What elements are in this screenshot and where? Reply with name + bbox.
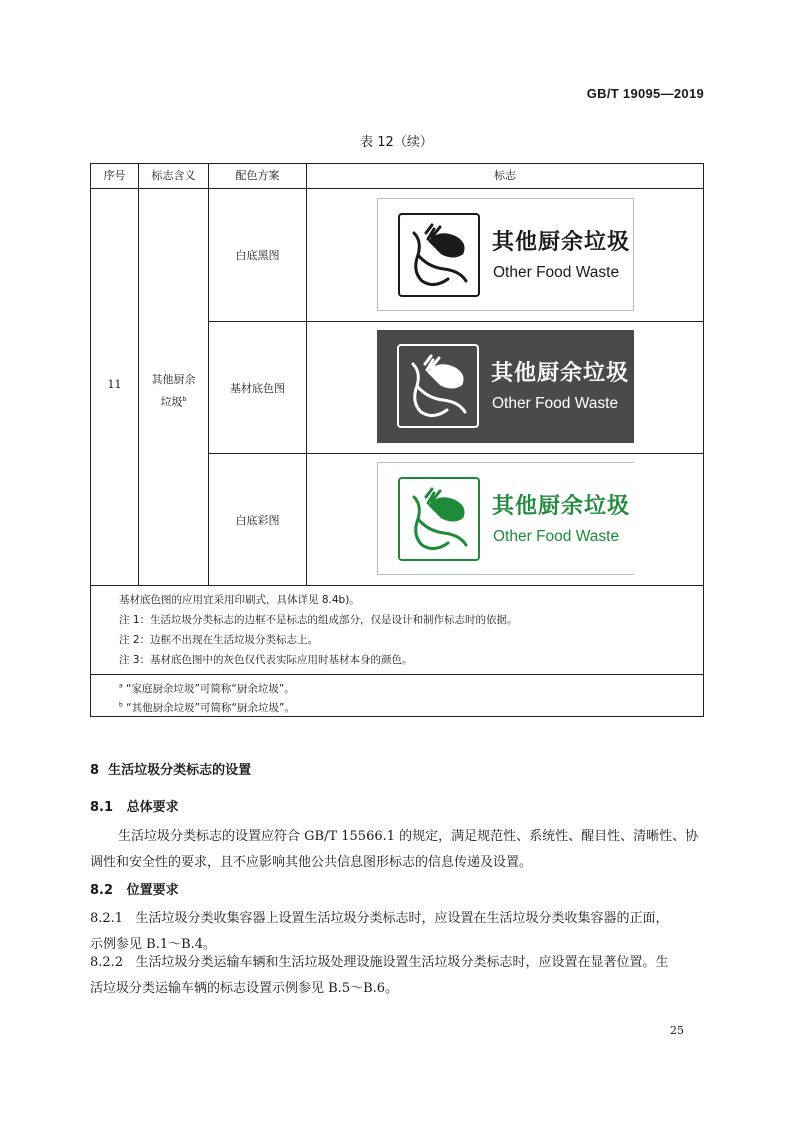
paragraph-line: 活垃圾分类运输车辆的标志设置示例参见 B.5～B.6。 [90, 981, 399, 996]
paragraph-line: 8.2.2 生活垃圾分类运输车辆和生活垃圾处理设施设置生活垃圾分类标志时，应设置在显著位置。生 [90, 955, 669, 970]
sign-white-color [377, 462, 634, 575]
footnote-mark: a [119, 682, 123, 690]
footnote-text: “家庭厨余垃圾”可简称“厨余垃圾”。 [126, 683, 295, 695]
paragraph-line: 生活垃圾分类标志的设置应符合 GB/T 15566.1 的规定，满足规范性、系统性、醒目性、清晰性、协 [118, 829, 699, 844]
page-number: 25 [670, 1024, 684, 1037]
table-note-2: 注 2：边框不出现在生活垃圾分类标志上。 [119, 634, 319, 646]
sign-cn-text: 其他厨余垃圾 [492, 230, 631, 255]
scheme-white-color: 白底彩图 [235, 514, 280, 527]
section-8-1-heading: 8.1 总体要求 [90, 800, 179, 815]
scheme-substrate: 基材底色图 [230, 382, 285, 395]
row-number: 11 [107, 378, 122, 391]
row-divider [208, 321, 703, 322]
sign-substrate [377, 330, 634, 443]
row-meaning [139, 370, 208, 413]
section-8-2-2-body [90, 950, 704, 1002]
table-footnote-b [119, 700, 295, 715]
row-divider [208, 453, 703, 454]
row-divider [91, 585, 703, 586]
row-divider [91, 188, 703, 189]
section-8-1-body [90, 824, 704, 876]
footnote-text: “其他厨余垃圾”可简称“厨余垃圾”。 [126, 702, 295, 714]
section-8-heading: 8 生活垃圾分类标志的设置 [90, 763, 252, 778]
food-waste-icon [397, 344, 479, 428]
sign-cn-text: 其他厨余垃圾 [492, 494, 631, 519]
col-header-meaning: 标志含义 [151, 169, 196, 182]
sign-white-black [377, 198, 634, 311]
scheme-white-black: 白底黑图 [235, 249, 280, 262]
col-header-number: 序号 [103, 169, 126, 182]
sign-en-text: Other Food Waste [493, 528, 620, 545]
sign-en-text: Other Food Waste [492, 395, 619, 412]
meaning-line-2: 垃圾$^b$ [160, 395, 187, 409]
col-header-sign: 标志 [494, 169, 516, 182]
paragraph-line: 示例参见 B.1～B.4。 [90, 937, 217, 952]
sign-cn-text: 其他厨余垃圾 [491, 361, 630, 386]
food-waste-icon [398, 213, 480, 297]
table-note-3: 注 3：基材底色图中的灰色仅代表实际应用时基材本身的颜色。 [119, 654, 413, 666]
footnote-mark: b [119, 701, 123, 709]
table-note-0: 基材底色图的应用宜采用印刷式，具体详见 8.4b)。 [119, 594, 360, 606]
col-divider [306, 164, 307, 585]
sign-table [90, 163, 704, 717]
table-note-1: 注 1：生活垃圾分类标志的边框不是标志的组成部分，仅是设计和制作标志时的依据。 [119, 614, 518, 626]
food-waste-icon [398, 477, 480, 561]
footnote-ref-b: b [182, 396, 187, 403]
sign-en-text: Other Food Waste [493, 264, 620, 281]
paragraph-line: 8.2.1 生活垃圾分类收集容器上设置生活垃圾分类标志时，应设置在生活垃圾分类收集容器的正面， [90, 911, 669, 926]
meaning-line-1: 其他厨余 [151, 373, 196, 386]
section-8-2-heading: 8.2 位置要求 [90, 883, 179, 898]
row-divider [91, 674, 703, 675]
table-caption: 表 12（续） [360, 135, 433, 150]
col-header-scheme: 配色方案 [235, 169, 280, 182]
paragraph-line: 调性和安全性的要求，且不应影响其他公共信息图形标志的信息传递及设置。 [90, 855, 533, 870]
table-footnote-a [119, 681, 295, 696]
standard-number: GB/T 19095—2019 [586, 86, 704, 101]
